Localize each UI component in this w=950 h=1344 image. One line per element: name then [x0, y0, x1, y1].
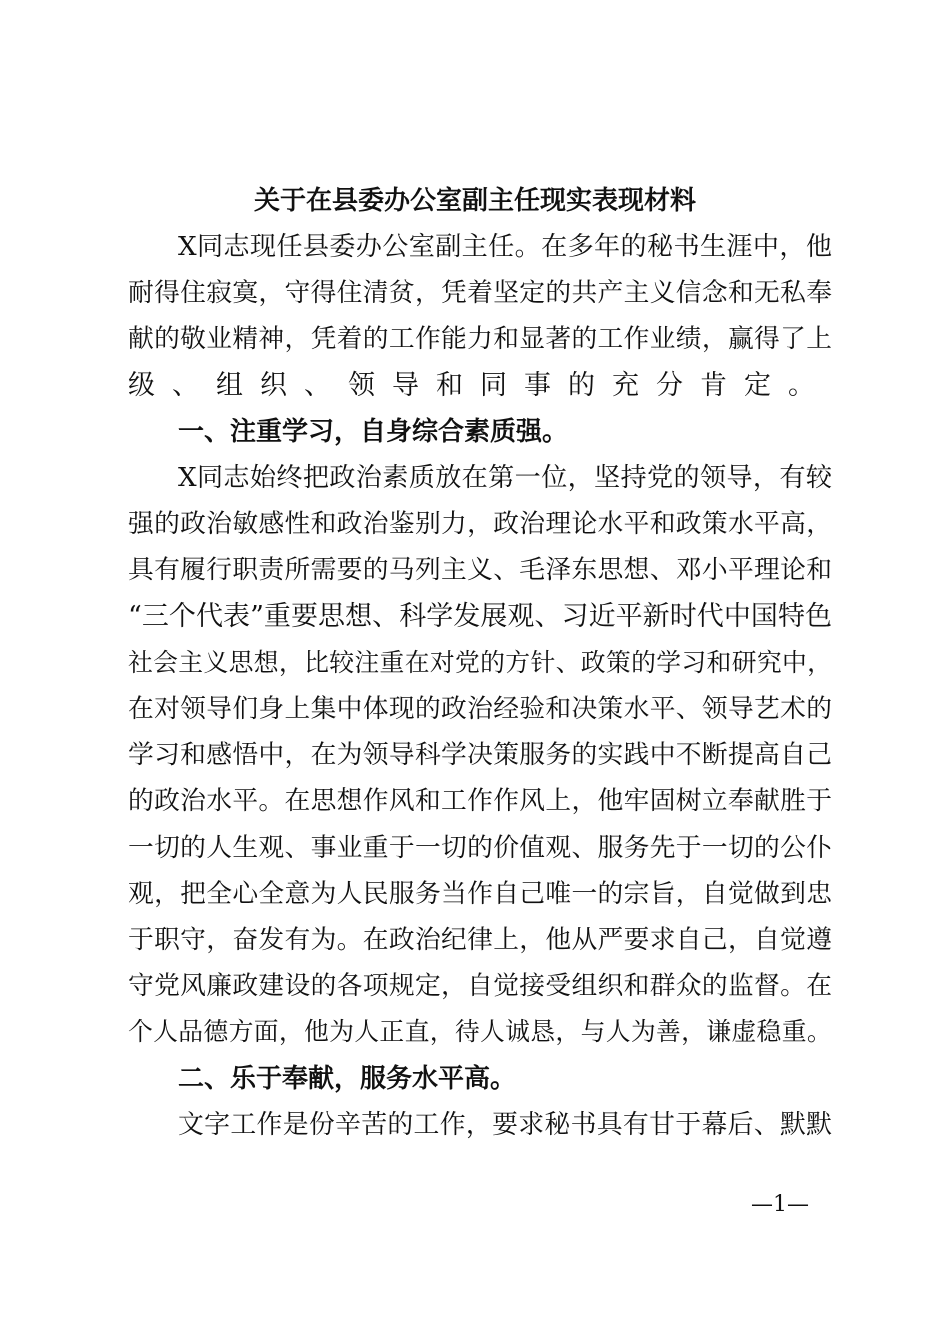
- paragraph-line: 的政治水平。在思想作风和工作作风上，他牢固树立奉献胜于: [128, 786, 832, 817]
- paragraph-line: 级、组织、领导和同事的充分肯定。: [128, 369, 832, 401]
- paragraph-line: 强的政治敏感性和政治鉴别力，政治理论水平和政策水平高，: [128, 509, 832, 540]
- paragraph-line: 学习和感悟中，在为领导科学决策服务的实践中不断提高自己: [128, 740, 832, 771]
- paragraph-line: 个人品德方面，他为人正直，待人诚恳，与人为善，谦虚稳重。: [128, 1017, 832, 1047]
- paragraph-line: 于职守，奋发有为。在政治纪律上，他从严要求自己，自觉遵: [128, 925, 832, 955]
- page-number: —1—: [751, 1192, 809, 1217]
- paragraph-line: “三个代表”重要思想、科学发展观、习近平新时代中国特色: [128, 600, 832, 632]
- paragraph-line: 文字工作是份辛苦的工作，要求秘书具有甘于幕后、默默: [178, 1109, 832, 1140]
- paragraph-line: 观，把全心全意为人民服务当作自己唯一的宗旨，自觉做到忠: [128, 878, 832, 909]
- paragraph-line: 具有履行职责所需要的马列主义、毛泽东思想、邓小平理论和: [128, 555, 832, 586]
- paragraph-line: 社会主义思想，比较注重在对党的方针、政策的学习和研究中，: [128, 647, 832, 677]
- paragraph-line: X同志现任县委办公室副主任。在多年的秘书生涯中，他: [178, 232, 832, 262]
- paragraph-line: 献的敬业精神，凭着的工作能力和显著的工作业绩，赢得了上: [128, 324, 832, 355]
- paragraph-line: 一切的人生观、事业重于一切的价值观、服务先于一切的公仆: [128, 832, 832, 863]
- document-title: 关于在县委办公室副主任现实表现材料: [253, 186, 696, 216]
- paragraph-line: 在对领导们身上集中体现的政治经验和决策水平、领导艺术的: [128, 694, 832, 724]
- section-heading: 一、注重学习，自身综合素质强。: [178, 416, 569, 447]
- paragraph-line: 耐得住寂寞，守得住清贫，凭着坚定的共产主义信念和无私奉: [128, 278, 832, 309]
- paragraph-line: X同志始终把政治素质放在第一位，坚持党的领导，有较: [178, 463, 832, 493]
- section-heading: 二、乐于奉献，服务水平高。: [178, 1063, 517, 1094]
- paragraph-line: 守党风廉政建设的各项规定，自觉接受组织和群众的监督。在: [128, 971, 832, 1002]
